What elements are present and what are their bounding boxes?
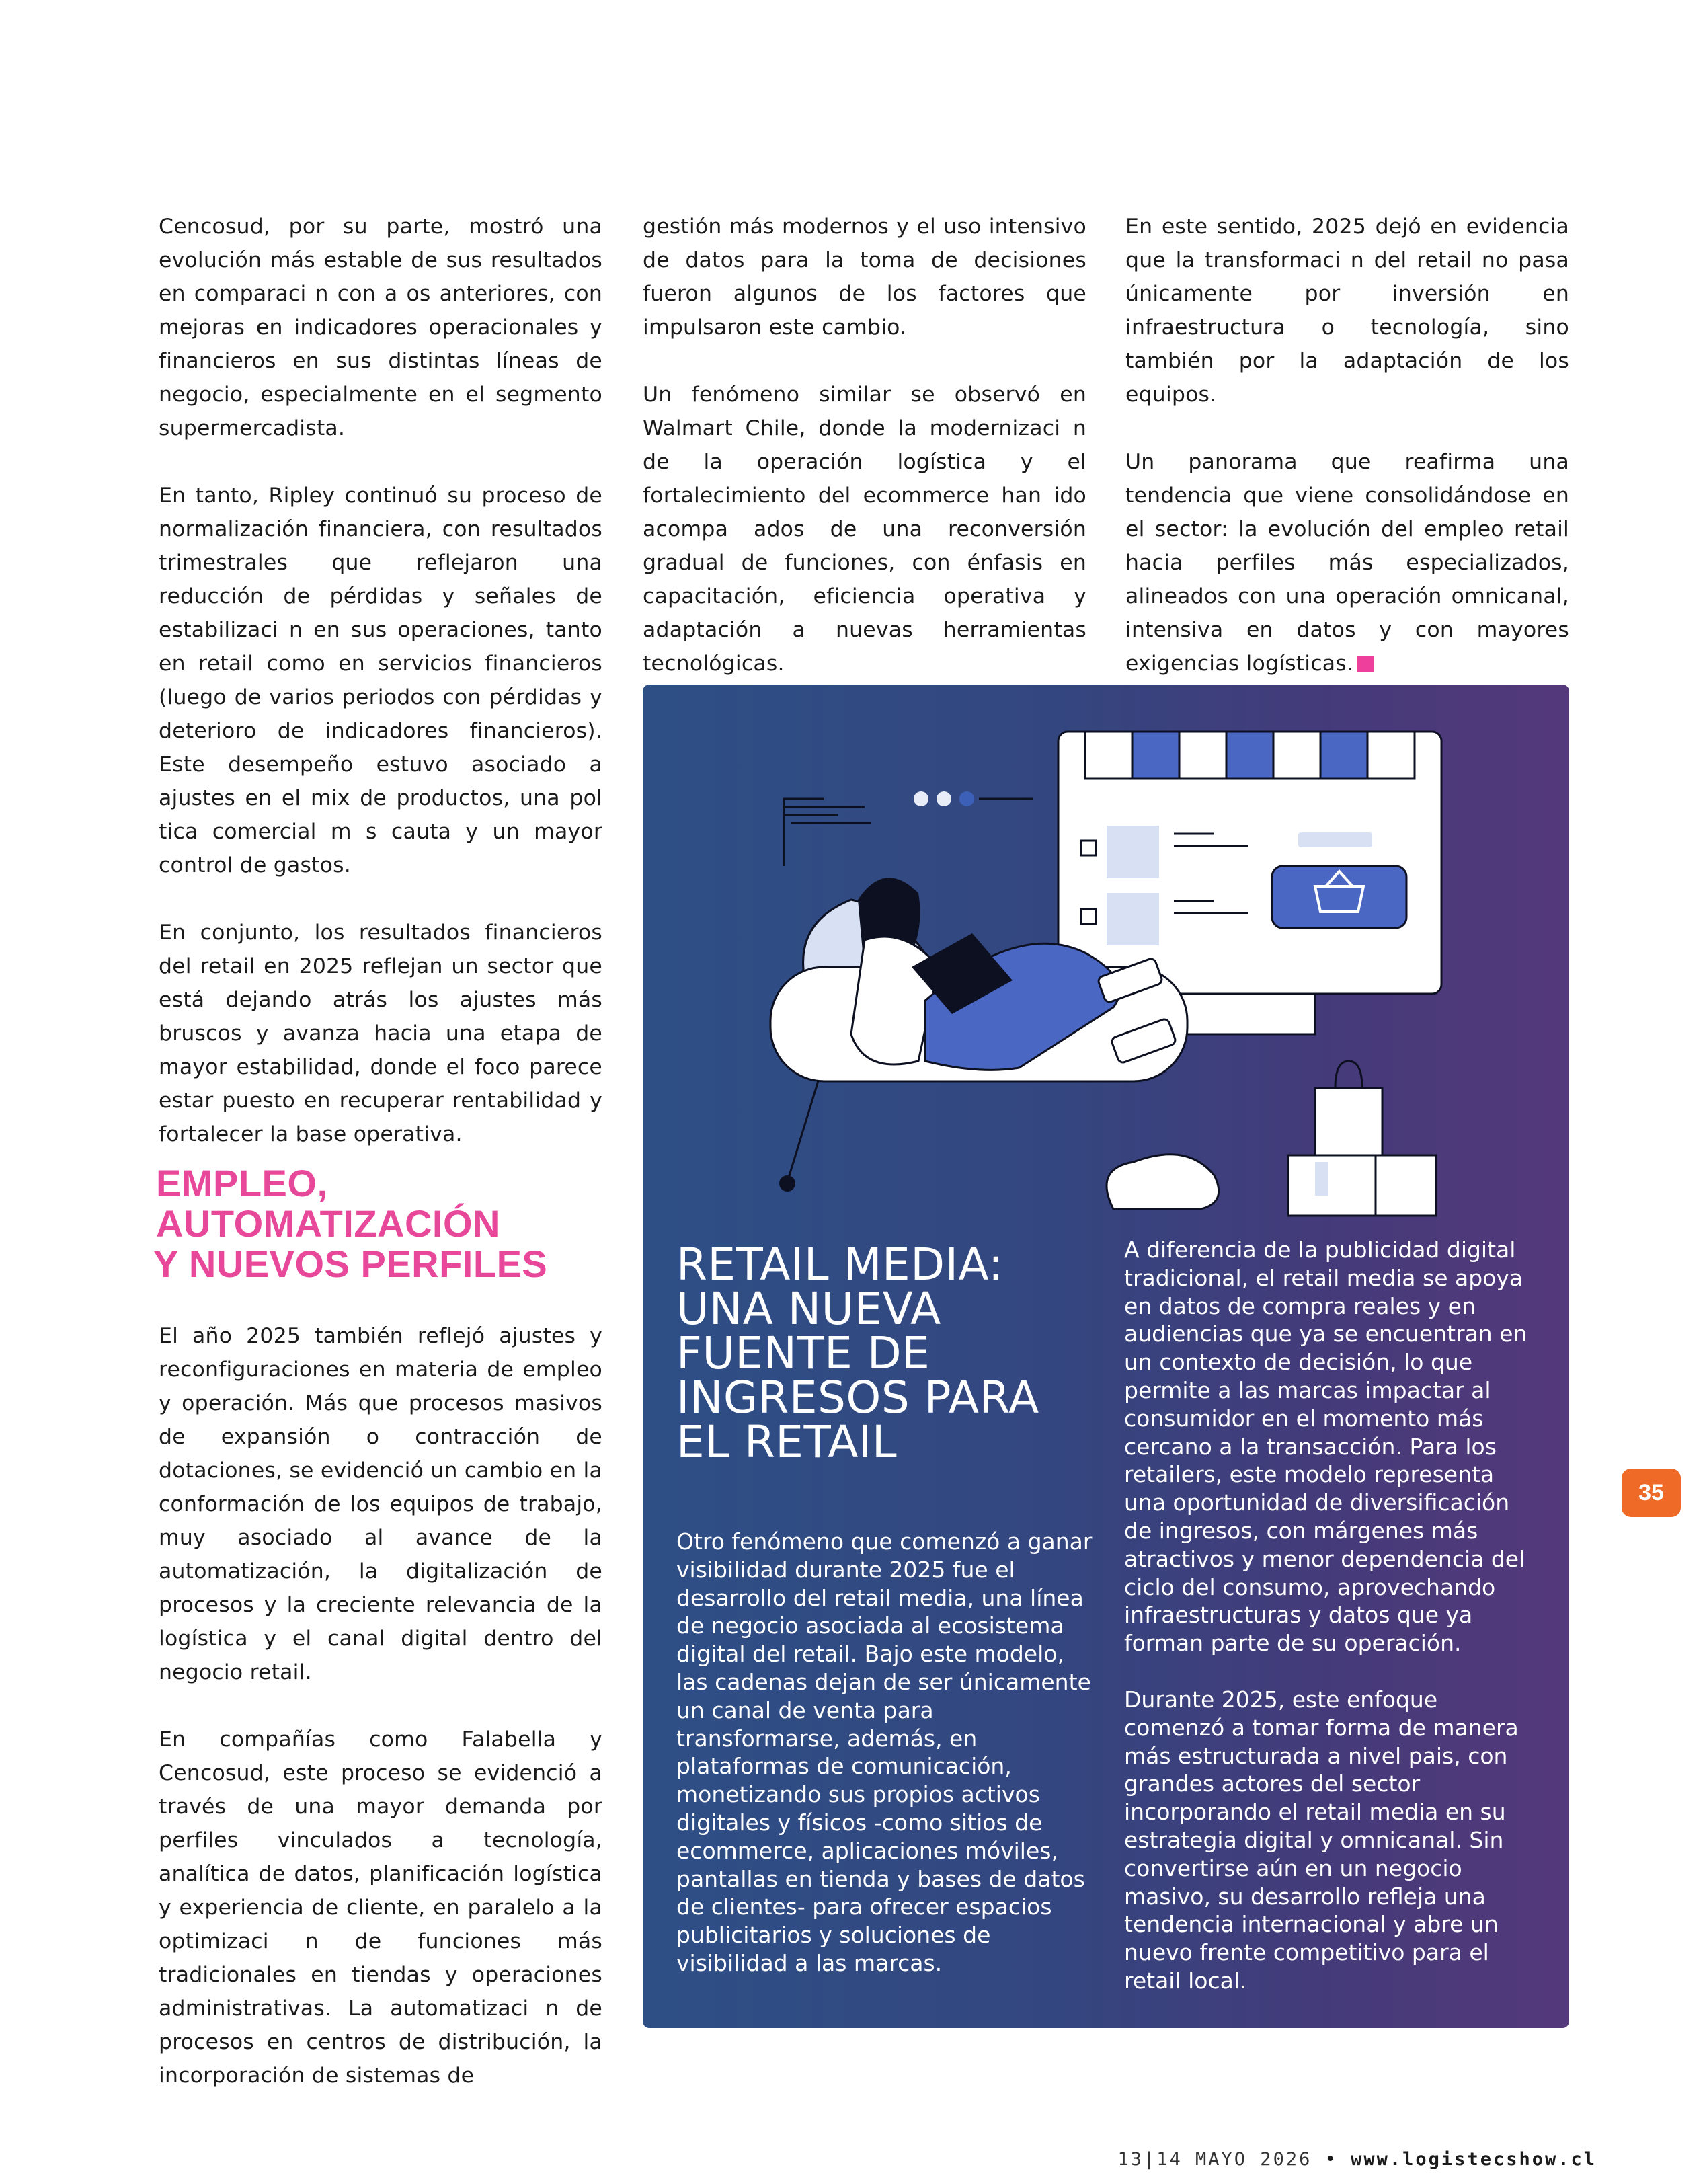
title-line: FUENTE DE — [676, 1327, 930, 1379]
paragraph: En este sentido, 2025 dejó en evidencia que la transformaci n del retail no pasa únicamente por inversión en infraestructura o tecnología, sino también por la adaptación de los equipos. — [1125, 214, 1569, 407]
page-footer — [1076, 2149, 1597, 2170]
title-line: RETAIL MEDIA: — [676, 1239, 1004, 1290]
paragraph-text: Un panorama que reafirma una tendencia que viene consolidándose en el sector: la evolución del empleo retail hacia perfiles más especializados, alineados con una operación omnicanal, intensiva en datos y con mayores exigencias logísticas. — [1125, 450, 1569, 676]
article-column-3 — [1125, 210, 1569, 714]
paragraph: En conjunto, los resultados financieros del retail en 2025 reflejan un sector que está dejando atrás los ajustes más bruscos y avanza hacia una etapa de mayor estabilidad, donde el foco parece estar puesto en recuperar rentabilidad y fortalecer la base operativa. — [159, 921, 602, 1146]
paragraph — [1125, 445, 1569, 680]
end-of-article-mark — [1357, 656, 1374, 672]
article-column-2 — [643, 210, 1086, 714]
sidebar-text-right — [1124, 1236, 1541, 2023]
website-link[interactable]: www.logistecshow.cl — [1351, 2149, 1597, 2170]
sidebar-text-left — [676, 1528, 1093, 2006]
paragraph: En tanto, Ripley continuó su proceso de normalización financiera, con resultados trimestrales que reflejaron una reducción de pérdidas y señales de estabilizaci n en sus operaciones, tanto en retail como en servicios financieros (luego de varios periodos con pérdidas y deterioro de indicadores financieros). Este desempeño estuvo asociado a ajustes en el mix de productos, una pol tica comercial m s cauta y un mayor control de gastos. — [159, 483, 602, 878]
paragraph: En compañías como Falabella y Cencosud, este proceso se evidenció a través de una mayor demanda por perfiles vinculados a tecnología, analítica de datos, planificación logística y experiencia de cliente, en paralelo a la optimizaci n de funciones más tradicionales en tiendas y operaciones administrativas. La automatizaci n de procesos en centros de distribución, la incorporación de sistemas de — [159, 1727, 602, 2088]
page-number-badge: 35 — [1622, 1469, 1681, 1517]
paragraph: El año 2025 también reflejó ajustes y reconfiguraciones en materia de empleo y operación. Más que procesos masivos de expansión o contracción de dotaciones, se evidenció un cambio en la conformación de los equipos de trabajo, muy asociado al avance de la automatización, la digitalización de procesos y la creciente relevancia de la logística y el canal digital dentro del negocio retail. — [159, 1324, 603, 1684]
title-line: INGRESOS PARA — [676, 1372, 1039, 1424]
title-line: EL RETAIL — [676, 1416, 898, 1468]
paragraph: Cencosud, por su parte, mostró una evolución más estable de sus resultados en comparaci n con a os anteriores, con mejoras en indicadores operacionales y financieros en sus distintas líneas de negocio, especialmente en el segmento supermercadista. — [159, 214, 602, 440]
title-line: UNA NUEVA — [676, 1283, 941, 1335]
woman-shopping-online-icon — [643, 685, 1569, 1222]
heading-line: EMPLEO, — [156, 1162, 328, 1204]
section-heading — [153, 1162, 627, 1285]
paragraph: Un fenómeno similar se observó en Walmart Chile, donde la modernizaci n de la operación logística y el fortalecimiento del ecommerce han ido acompa ados de una reconversión gradual de funciones, con énfasis en capacitación, eficiencia operativa y adaptación a nuevas herramientas tecnológicas. — [643, 383, 1086, 676]
event-dates: 13|14 MAYO 2026 — [1117, 2149, 1312, 2170]
paragraph: gestión más modernos y el uso intensivo de datos para la toma de decisiones fueron algunos de los factores que impulsaron este cambio. — [643, 214, 1086, 340]
paragraph: A diferencia de la publicidad digital tradicional, el retail media se apoya en datos de compra reales y en audiencias que ya se encuentran en un contexto de decisión, lo que permite a las marcas impactar al consumidor en el momento más cercano a la transacción. Para los retailers, este modelo representa una oportunidad de diversificación de ingresos, con márgenes más atractivos y menor dependencia del ciclo del consumo, aprovechando infraestructuras y datos que ya forman parte de su operación. — [1124, 1237, 1527, 1657]
footer-separator: • — [1324, 2149, 1338, 2170]
article-column-1 — [159, 210, 602, 1185]
sidebar-title — [676, 1239, 1093, 1468]
retail-media-sidebar-box — [643, 685, 1569, 2028]
paragraph: Durante 2025, este enfoque comenzó a tomar forma de manera más estructurada a nivel pais, con grandes actores del sector incorporando el retail media en su estrategia digital y omnicanal. Sin convertirse aún en un negocio masivo, su desarrollo refleja una tendencia internacional y abre un nuevo frente competitivo para el retail local. — [1124, 1686, 1519, 1994]
heading-line: Y NUEVOS PERFILES — [153, 1243, 548, 1285]
article-column-1-continued — [159, 1319, 602, 2126]
paragraph: Otro fenómeno que comenzó a ganar visibilidad durante 2025 fue el desarrollo del retail media, una línea de negocio asociada al ecosistema digital del retail. Bajo este modelo, las cadenas dejan de ser únicamente un canal de venta para transformarse, además, en plataformas de comunicación, monetizando sus propios activos digitales y físicos -como sitios de ecommerce, aplicaciones móviles, pantallas en tienda y bases de datos de clientes- para ofrecer espacios publicitarios y soluciones de visibilidad a las marcas. — [676, 1528, 1093, 1976]
heading-line: AUTOMATIZACIÓN — [156, 1202, 500, 1245]
